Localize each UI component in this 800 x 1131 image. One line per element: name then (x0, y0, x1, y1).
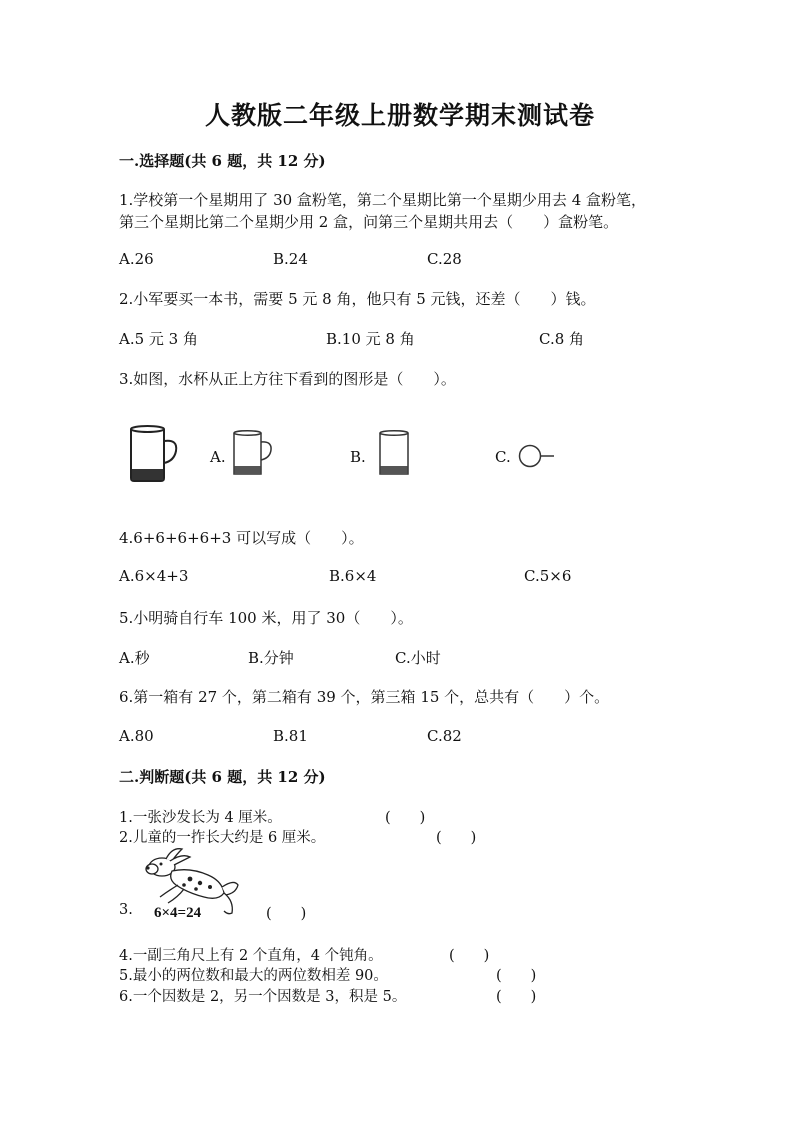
rabbit-illustration (138, 845, 248, 920)
q3-option-b: B. (350, 448, 366, 466)
circle-top-view-icon (518, 444, 558, 470)
q4-option-b: B.6×4 (329, 567, 377, 585)
question-6: 6.第一箱有 27 个，第二箱有 39 个，第三箱 15 个，总共有（ ）个。 (119, 688, 610, 706)
q6-option-b: B.81 (273, 727, 308, 745)
q2-option-a: A.5 元 3 角 (119, 330, 198, 348)
tf-item-1: 1.一张沙发长为 4 厘米。 (119, 810, 282, 826)
tf-item-4: 4.一副三角尺上有 2 个直角，4 个钝角。 (119, 948, 383, 964)
q3-option-c: C. (495, 448, 511, 466)
question-2: 2.小军要买一本书，需要 5 元 8 角，他只有 5 元钱，还差（ ）钱。 (119, 290, 596, 308)
tf-item-5: 5.最小的两位数和最大的两位数相差 90。 (119, 968, 388, 984)
question-4: 4.6+6+6+6+3 可以写成（ ）。 (119, 529, 364, 547)
cup-front-view-icon (378, 430, 412, 478)
section-heading-choice: 一.选择题(共 6 题，共 12 分) (119, 152, 326, 170)
q6-option-a: A.80 (119, 727, 154, 745)
tf-item-6-paren: ( ) (496, 989, 537, 1005)
tf-item-4-paren: ( ) (449, 948, 490, 964)
page-title: 人教版二年级上册数学期末测试卷 (204, 101, 595, 130)
section-heading-true-false: 二.判断题(共 6 题，共 12 分) (119, 768, 326, 786)
q4-option-c: C.5×6 (524, 567, 572, 585)
tf-item-2-paren: ( ) (436, 830, 477, 846)
q4-option-a: A.6×4+3 (119, 567, 189, 585)
q1-option-c: C.28 (427, 250, 462, 268)
q5-option-b: B.分钟 (248, 649, 294, 667)
mug-side-view-icon (232, 430, 276, 478)
rabbit-caption: 6×4=24 (154, 905, 202, 921)
q2-option-c: C.8 角 (539, 330, 585, 348)
tf-item-5-paren: ( ) (496, 968, 537, 984)
tf-item-3: 3. (119, 902, 133, 918)
question-1-line-1: 1.学校第一个星期用了 30 盒粉笔，第二个星期比第一个星期少用去 4 盒粉笔， (119, 191, 647, 209)
question-1-line-2: 第三个星期比第二个星期少用 2 盒，问第三个星期共用去（ ）盒粉笔。 (119, 213, 619, 231)
q1-option-b: B.24 (273, 250, 308, 268)
q6-option-c: C.82 (427, 727, 462, 745)
tf-item-3-paren: ( ) (266, 906, 307, 922)
q2-option-b: B.10 元 8 角 (326, 330, 415, 348)
mug-illustration (128, 425, 184, 483)
q5-option-a: A.秒 (119, 649, 150, 667)
tf-item-6: 6.一个因数是 2，另一个因数是 3，积是 5。 (119, 989, 407, 1005)
question-3: 3.如图，水杯从正上方往下看到的图形是（ ）。 (119, 370, 456, 388)
q3-option-a: A. (210, 448, 226, 466)
tf-item-1-paren: ( ) (385, 810, 426, 826)
question-5: 5.小明骑自行车 100 米，用了 30（ ）。 (119, 609, 413, 627)
q5-option-c: C.小时 (395, 649, 441, 667)
tf-item-2: 2.儿童的一拃长大约是 6 厘米。 (119, 830, 326, 846)
q1-option-a: A.26 (119, 250, 154, 268)
